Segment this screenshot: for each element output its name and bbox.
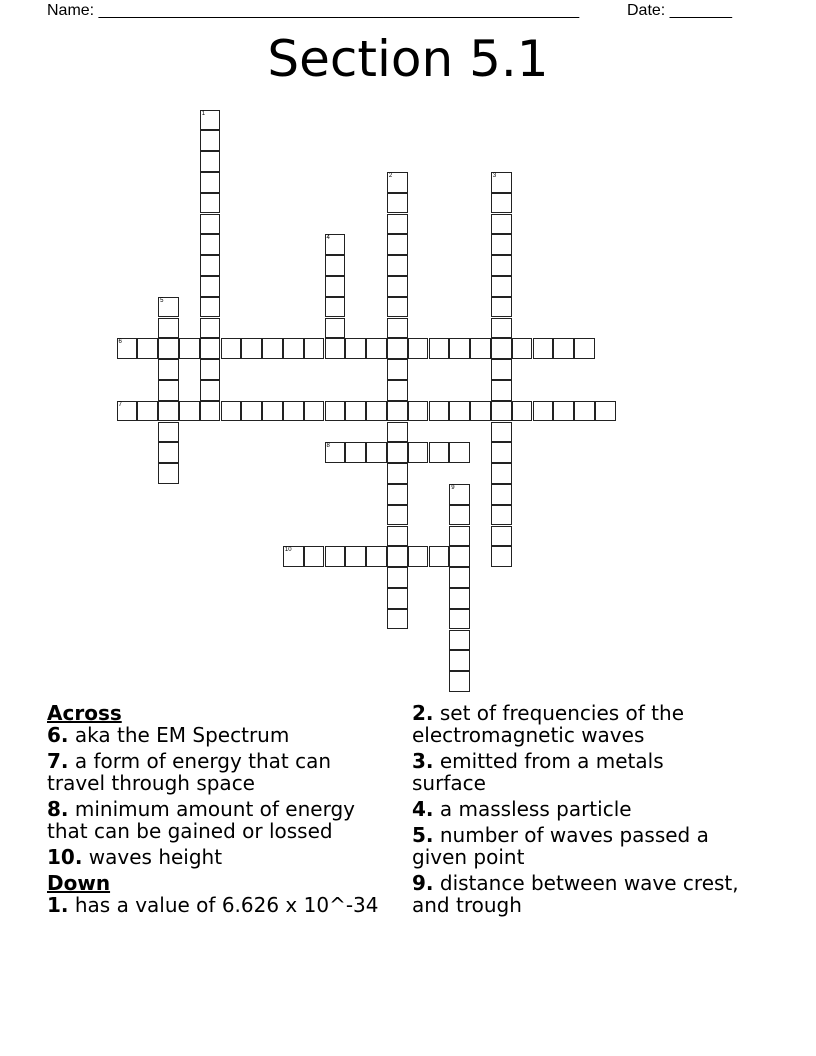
across-heading: Across <box>47 701 122 725</box>
grid-cell[interactable] <box>387 297 408 318</box>
clue-number: 1. <box>47 893 69 917</box>
clue-across-8 <box>47 798 387 842</box>
clue-text: a form of energy that can travel through space <box>47 749 332 795</box>
cell-number: 8 <box>326 443 330 450</box>
clue-text: minimum amount of energy that can be gained or lossed <box>47 797 355 843</box>
grid-cell[interactable] <box>325 255 346 276</box>
grid-cell[interactable] <box>158 318 179 339</box>
grid-cell[interactable] <box>345 401 366 422</box>
grid-cell[interactable] <box>158 442 179 463</box>
grid-cell[interactable] <box>387 359 408 380</box>
grid-cell[interactable] <box>200 130 221 151</box>
grid-cell[interactable] <box>200 214 221 235</box>
grid-cell[interactable] <box>387 422 408 443</box>
grid-cell[interactable] <box>533 338 554 359</box>
grid-cell[interactable] <box>512 338 533 359</box>
clue-down-4 <box>412 798 742 820</box>
grid-cell[interactable] <box>200 318 221 339</box>
grid-cell[interactable] <box>325 318 346 339</box>
grid-cell[interactable] <box>387 505 408 526</box>
grid-cell[interactable] <box>200 297 221 318</box>
clue-text: number of waves passed a given point <box>412 823 709 869</box>
grid-cell[interactable] <box>325 276 346 297</box>
cell-number: 1 <box>201 110 206 117</box>
grid-cell[interactable] <box>304 338 325 359</box>
grid-cell[interactable] <box>491 463 512 484</box>
grid-cell[interactable] <box>595 401 616 422</box>
grid-cell[interactable] <box>387 318 408 339</box>
clue-down-1 <box>47 894 387 916</box>
grid-cell[interactable] <box>241 401 262 422</box>
grid-cell[interactable] <box>449 588 470 609</box>
grid-cell[interactable] <box>345 338 366 359</box>
grid-cell[interactable] <box>158 380 179 401</box>
grid-cell[interactable] <box>449 526 470 547</box>
grid-cell[interactable] <box>158 422 179 443</box>
grid-cell[interactable] <box>158 463 179 484</box>
grid-cell[interactable] <box>387 588 408 609</box>
clue-number: 8. <box>47 797 69 821</box>
grid-cell[interactable] <box>200 255 221 276</box>
grid-cell[interactable] <box>387 609 408 630</box>
grid-cell[interactable] <box>491 276 512 297</box>
clue-text: distance between wave crest, and trough <box>412 871 739 917</box>
grid-cell[interactable] <box>200 338 221 359</box>
grid-cell[interactable] <box>491 318 512 339</box>
grid-cell[interactable] <box>449 609 470 630</box>
clue-number: 5. <box>412 823 434 847</box>
grid-cell[interactable] <box>158 401 179 422</box>
cell-number: 2 <box>388 172 393 179</box>
grid-cell[interactable] <box>553 401 574 422</box>
grid-cell[interactable] <box>117 401 138 422</box>
grid-cell[interactable] <box>387 442 408 463</box>
cell-number: 5 <box>160 297 164 304</box>
grid-cell[interactable] <box>262 338 283 359</box>
grid-cell[interactable] <box>200 359 221 380</box>
grid-cell[interactable] <box>449 338 470 359</box>
clue-number: 2. <box>412 701 434 725</box>
grid-cell[interactable] <box>387 380 408 401</box>
grid-cell[interactable] <box>345 546 366 567</box>
grid-cell[interactable] <box>449 650 470 671</box>
grid-cell[interactable] <box>491 359 512 380</box>
grid-cell[interactable] <box>387 546 408 567</box>
grid-cell[interactable] <box>366 401 387 422</box>
grid-cell[interactable] <box>200 276 221 297</box>
grid-cell[interactable] <box>491 484 512 505</box>
grid-cell[interactable] <box>387 214 408 235</box>
grid-cell[interactable] <box>449 546 470 567</box>
grid-cell[interactable] <box>387 463 408 484</box>
clue-text: aka the EM Spectrum <box>74 723 290 747</box>
grid-cell[interactable] <box>553 338 574 359</box>
cell-number: 7 <box>118 401 122 408</box>
grid-cell[interactable] <box>117 338 138 359</box>
grid-cell[interactable] <box>387 234 408 255</box>
grid-cell[interactable] <box>408 442 429 463</box>
grid-cell[interactable] <box>200 234 221 255</box>
clue-number: 6. <box>47 723 69 747</box>
grid-cell[interactable] <box>449 671 470 692</box>
clue-down-2 <box>412 702 742 746</box>
grid-cell[interactable] <box>200 151 221 172</box>
grid-cell[interactable] <box>262 401 283 422</box>
grid-cell[interactable] <box>387 172 408 193</box>
grid-cell[interactable] <box>283 401 304 422</box>
clue-text: set of frequencies of the electromagnetic waves <box>412 701 685 747</box>
cell-number: 3 <box>492 172 497 179</box>
grid-cell[interactable] <box>470 338 491 359</box>
grid-cell[interactable] <box>387 401 408 422</box>
grid-cell[interactable] <box>533 401 554 422</box>
grid-cell[interactable] <box>200 110 221 131</box>
grid-cell[interactable] <box>387 484 408 505</box>
clues-left <box>47 702 387 920</box>
clue-down-9 <box>412 872 742 916</box>
grid-cell[interactable] <box>449 630 470 651</box>
grid-cell[interactable] <box>137 338 158 359</box>
grid-cell[interactable] <box>221 338 242 359</box>
grid-cell[interactable] <box>325 297 346 318</box>
grid-cell[interactable] <box>408 546 429 567</box>
cell-number: 10 <box>284 547 292 554</box>
clues-right <box>412 702 742 920</box>
grid-cell[interactable] <box>325 338 346 359</box>
grid-cell[interactable] <box>449 505 470 526</box>
grid-cell[interactable] <box>366 442 387 463</box>
grid-cell[interactable] <box>200 401 221 422</box>
grid-cell[interactable] <box>429 546 450 567</box>
grid-cell[interactable] <box>449 484 470 505</box>
cell-number: 4 <box>326 235 330 242</box>
date-field[interactable]: Date: _______ <box>627 2 732 19</box>
grid-cell[interactable] <box>325 234 346 255</box>
grid-cell[interactable] <box>449 567 470 588</box>
clue-text: waves height <box>88 845 223 869</box>
grid-cell[interactable] <box>491 234 512 255</box>
clue-text: emitted from a metals surface <box>412 749 664 795</box>
grid-cell[interactable] <box>491 380 512 401</box>
name-field[interactable]: Name: ______________________________________________________ <box>47 2 580 19</box>
grid-cell[interactable] <box>470 401 491 422</box>
clue-across-7 <box>47 750 387 794</box>
grid-cell[interactable] <box>449 401 470 422</box>
grid-cell[interactable] <box>387 567 408 588</box>
grid-cell[interactable] <box>325 401 346 422</box>
clue-across-10 <box>47 846 387 868</box>
grid-cell[interactable] <box>137 401 158 422</box>
grid-cell[interactable] <box>429 442 450 463</box>
grid-cell[interactable] <box>200 380 221 401</box>
grid-cell[interactable] <box>429 401 450 422</box>
grid-cell[interactable] <box>491 401 512 422</box>
clue-number: 3. <box>412 749 434 773</box>
grid-cell[interactable] <box>304 546 325 567</box>
clue-across-6 <box>47 724 387 746</box>
grid-cell[interactable] <box>241 338 262 359</box>
grid-cell[interactable] <box>408 401 429 422</box>
grid-cell[interactable] <box>491 172 512 193</box>
grid-cell[interactable] <box>304 401 325 422</box>
grid-cell[interactable] <box>429 338 450 359</box>
grid-cell[interactable] <box>449 442 470 463</box>
grid-cell[interactable] <box>387 338 408 359</box>
clue-number: 10. <box>47 845 83 869</box>
grid-cell[interactable] <box>387 193 408 214</box>
grid-cell[interactable] <box>408 338 429 359</box>
grid-cell[interactable] <box>283 546 304 567</box>
grid-cell[interactable] <box>491 546 512 567</box>
grid-cell[interactable] <box>491 442 512 463</box>
grid-cell[interactable] <box>158 338 179 359</box>
clue-down-5 <box>412 824 742 868</box>
clue-number: 9. <box>412 871 434 895</box>
grid-cell[interactable] <box>179 401 200 422</box>
grid-cell[interactable] <box>491 193 512 214</box>
grid-cell[interactable] <box>366 546 387 567</box>
grid-cell[interactable] <box>283 338 304 359</box>
grid-cell[interactable] <box>221 401 242 422</box>
grid-cell[interactable] <box>387 276 408 297</box>
page-title: Section 5.1 <box>267 30 549 88</box>
grid-cell[interactable] <box>491 297 512 318</box>
grid-cell[interactable] <box>179 338 200 359</box>
grid-cell[interactable] <box>491 526 512 547</box>
grid-cell[interactable] <box>158 297 179 318</box>
grid-cell[interactable] <box>345 442 366 463</box>
cell-number: 9 <box>451 484 455 491</box>
clue-text: a massless particle <box>439 797 632 821</box>
grid-cell[interactable] <box>574 338 595 359</box>
grid-cell[interactable] <box>491 505 512 526</box>
grid-cell[interactable] <box>387 255 408 276</box>
clue-down-3 <box>412 750 742 794</box>
cell-number: 6 <box>118 339 122 346</box>
clue-number: 4. <box>412 797 434 821</box>
grid-cell[interactable] <box>200 193 221 214</box>
grid-cell[interactable] <box>574 401 595 422</box>
grid-cell[interactable] <box>491 214 512 235</box>
clue-text: has a value of 6.626 x 10^-34 <box>74 893 379 917</box>
down-heading: Down <box>47 871 111 895</box>
grid-cell[interactable] <box>325 442 346 463</box>
grid-cell[interactable] <box>158 359 179 380</box>
grid-cell[interactable] <box>491 338 512 359</box>
grid-cell[interactable] <box>325 546 346 567</box>
grid-cell[interactable] <box>491 255 512 276</box>
grid-cell[interactable] <box>366 338 387 359</box>
grid-cell[interactable] <box>387 526 408 547</box>
grid-cell[interactable] <box>491 422 512 443</box>
grid-cell[interactable] <box>200 172 221 193</box>
clue-number: 7. <box>47 749 69 773</box>
grid-cell[interactable] <box>512 401 533 422</box>
